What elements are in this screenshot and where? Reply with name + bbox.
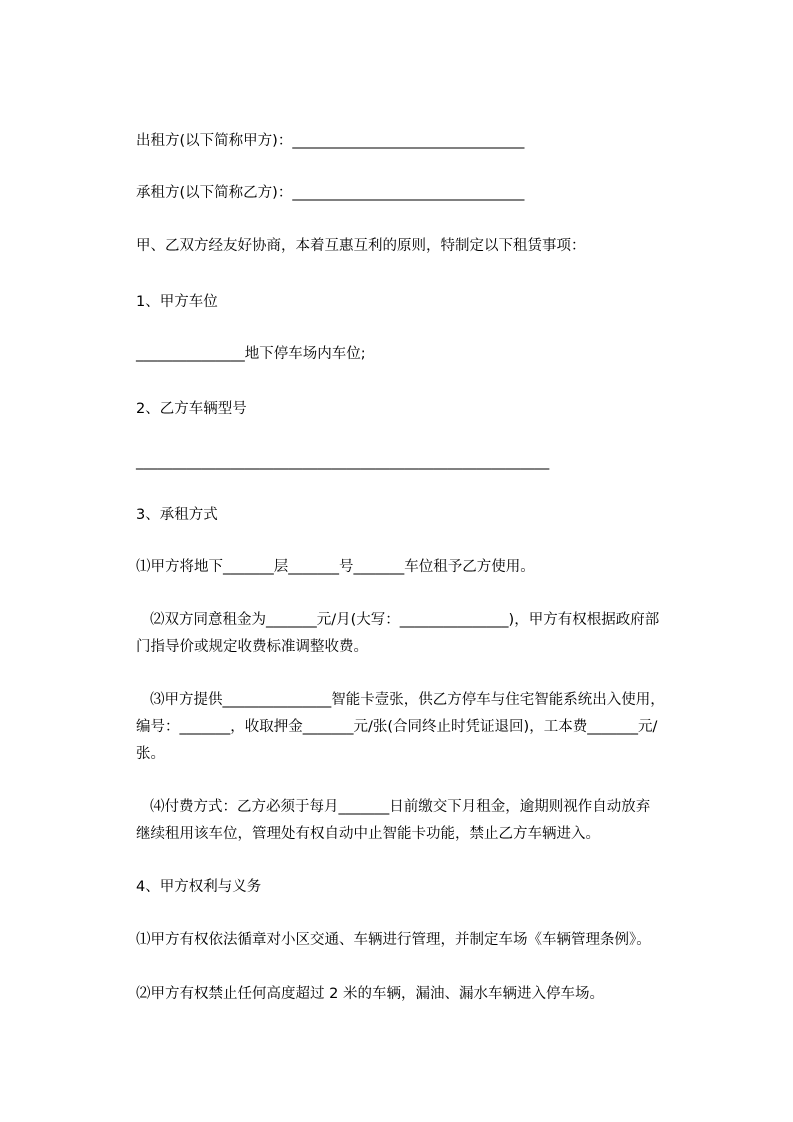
section-3-heading: 3、承租方式 (136, 507, 218, 523)
clause-3-2-line-1: ⑵双方同意租金为_______元/月(大写：_______________)，甲方有权根据政府部 (150, 612, 660, 628)
section-4-heading: 4、甲方权利与义务 (136, 879, 262, 895)
clause-4-1: ⑴甲方有权依法循章对小区交通、车辆进行管理，并制定车场《车辆管理条例》。 (136, 932, 651, 948)
clause-3-3-line-1: ⑶甲方提供_______________智能卡壹张，供乙方停车与住宅智能系统出入使用， (150, 692, 665, 708)
clause-3-4-line-1: ⑷付费方式：乙方必须于每月_______日前缴交下月租金，逾期则视作自动放弃 (150, 799, 651, 815)
clause-3-3-line-3: 张。 (136, 746, 165, 762)
preamble-line: 甲、乙双方经友好协商，本着互惠互利的原则，特制定以下租赁事项： (136, 238, 586, 254)
vehicle-model-blank: _________________________________________________________ (136, 454, 550, 470)
clause-4-2: ⑵甲方有权禁止任何高度超过 2 米的车辆，漏油、漏水车辆进入停车场。 (136, 986, 604, 1002)
lessor-line: 出租方(以下简称甲方)：________________________________ (136, 133, 525, 149)
parking-space-line: _______________地下停车场内车位; (136, 346, 366, 362)
clause-3-4-line-2: 继续租用该车位，管理处有权自动中止智能卡功能，禁止乙方车辆进入。 (136, 826, 600, 842)
clause-3-2-line-2: 门指导价或规定收费标准调整收费。 (136, 639, 368, 655)
clause-3-1: ⑴甲方将地下_______层_______号_______车位租予乙方使用。 (136, 559, 535, 575)
section-2-heading: 2、乙方车辆型号 (136, 401, 247, 417)
clause-3-3-line-2: 编号：_______，收取押金_______元/张(合同终止时凭证退回)，工本费_______元/ (136, 719, 658, 735)
section-1-heading: 1、甲方车位 (136, 294, 218, 310)
lessee-line: 承租方(以下简称乙方)：________________________________ (136, 185, 525, 201)
